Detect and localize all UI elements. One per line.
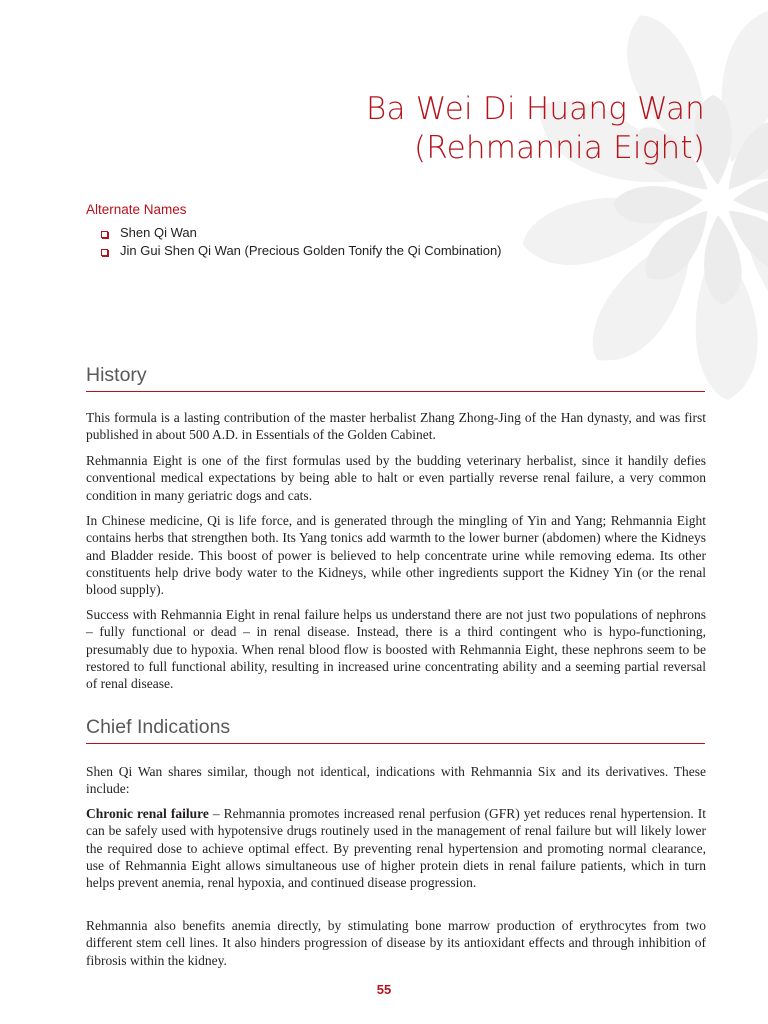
checkbox-bullet-icon [101, 231, 108, 238]
renal-failure-term: Chronic renal failure [86, 806, 209, 821]
history-paragraph-2: Rehmannia Eight is one of the first formulas used by the budding veterinary herbalist, since it handily defies conventional medical expectations by being able to halt or even partially reverse renal failure, a very common condition in many geriatric dogs and cats. [86, 453, 706, 503]
anemia-paragraph: Rehmannia also benefits anemia directly, by stimulating bone marrow production of erythrocytes from two different stem cell lines. It also hinders progression of disease by its antioxidant effects and through inhibition of fibrosis within the kidney. [86, 918, 706, 968]
history-heading: History [86, 364, 705, 392]
title-line-2: (Rehmannia Eight) [413, 130, 705, 166]
page-number: 55 [376, 982, 392, 997]
chief-indications-heading: Chief Indications [86, 716, 705, 744]
page-title [366, 90, 705, 168]
list-item [101, 224, 502, 242]
renal-failure-paragraph [86, 805, 706, 891]
checkbox-bullet-icon [101, 249, 108, 256]
alternate-name: Shen Qi Wan [120, 225, 197, 240]
alternate-names-heading: Alternate Names [86, 202, 187, 217]
indications-intro: Shen Qi Wan shares similar, though not identical, indications with Rehmannia Six and its derivatives. These include: [86, 764, 706, 797]
alternate-name: Jin Gui Shen Qi Wan (Precious Golden Tonify the Qi Combination) [120, 243, 502, 258]
renal-failure-text: – Rehmannia promotes increased renal perfusion (GFR) yet reduces renal hypertension. It can be safely used with hypotensive drugs routinely used in the management of renal failure but will likely lower the required dose to achieve optimal effect. By preventing renal hypertension and promoting normal clearance, use of Rehmannia Eight allows simultaneous use of higher protein diets in renal failure patients, which in turn helps prevent anemia, renal hypoxia, and continued disease progression. [86, 806, 707, 891]
history-paragraph-1: This formula is a lasting contribution of the master herbalist Zhang Zhong-Jing of the Han dynasty, and was first published in about 500 A.D. in Essentials of the Golden Cabinet. [86, 410, 706, 443]
alternate-names-list [101, 224, 502, 260]
history-paragraph-3: In Chinese medicine, Qi is life force, and is generated through the mingling of Yin and Yang; Rehmannia Eight contains herbs that strengthen both. Its Yang tonics add warmth to the lower burner (abdomen) where the Kidneys and Bladder reside. This boost of power is believed to help concentrate urine while removing edema. Its other constituents help drive body water to the Kidneys, while other ingredients support the Kidney Yin (or the renal blood supply). [86, 513, 706, 598]
history-paragraph-4: Success with Rehmannia Eight in renal failure helps us understand there are not just two populations of nephrons – fully functional or dead – in renal disease. Instead, there is a third contingent who is hypo-functioning, presumably due to hypoxia. When renal blood flow is boosted with Rehmannia Eight, these nephrons seem to be restored to full functional ability, resulting in increased urine concentrating ability and a seeming partial reversal of renal disease. [86, 607, 706, 692]
list-item [101, 242, 502, 260]
title-line-1: Ba Wei Di Huang Wan [365, 91, 705, 127]
